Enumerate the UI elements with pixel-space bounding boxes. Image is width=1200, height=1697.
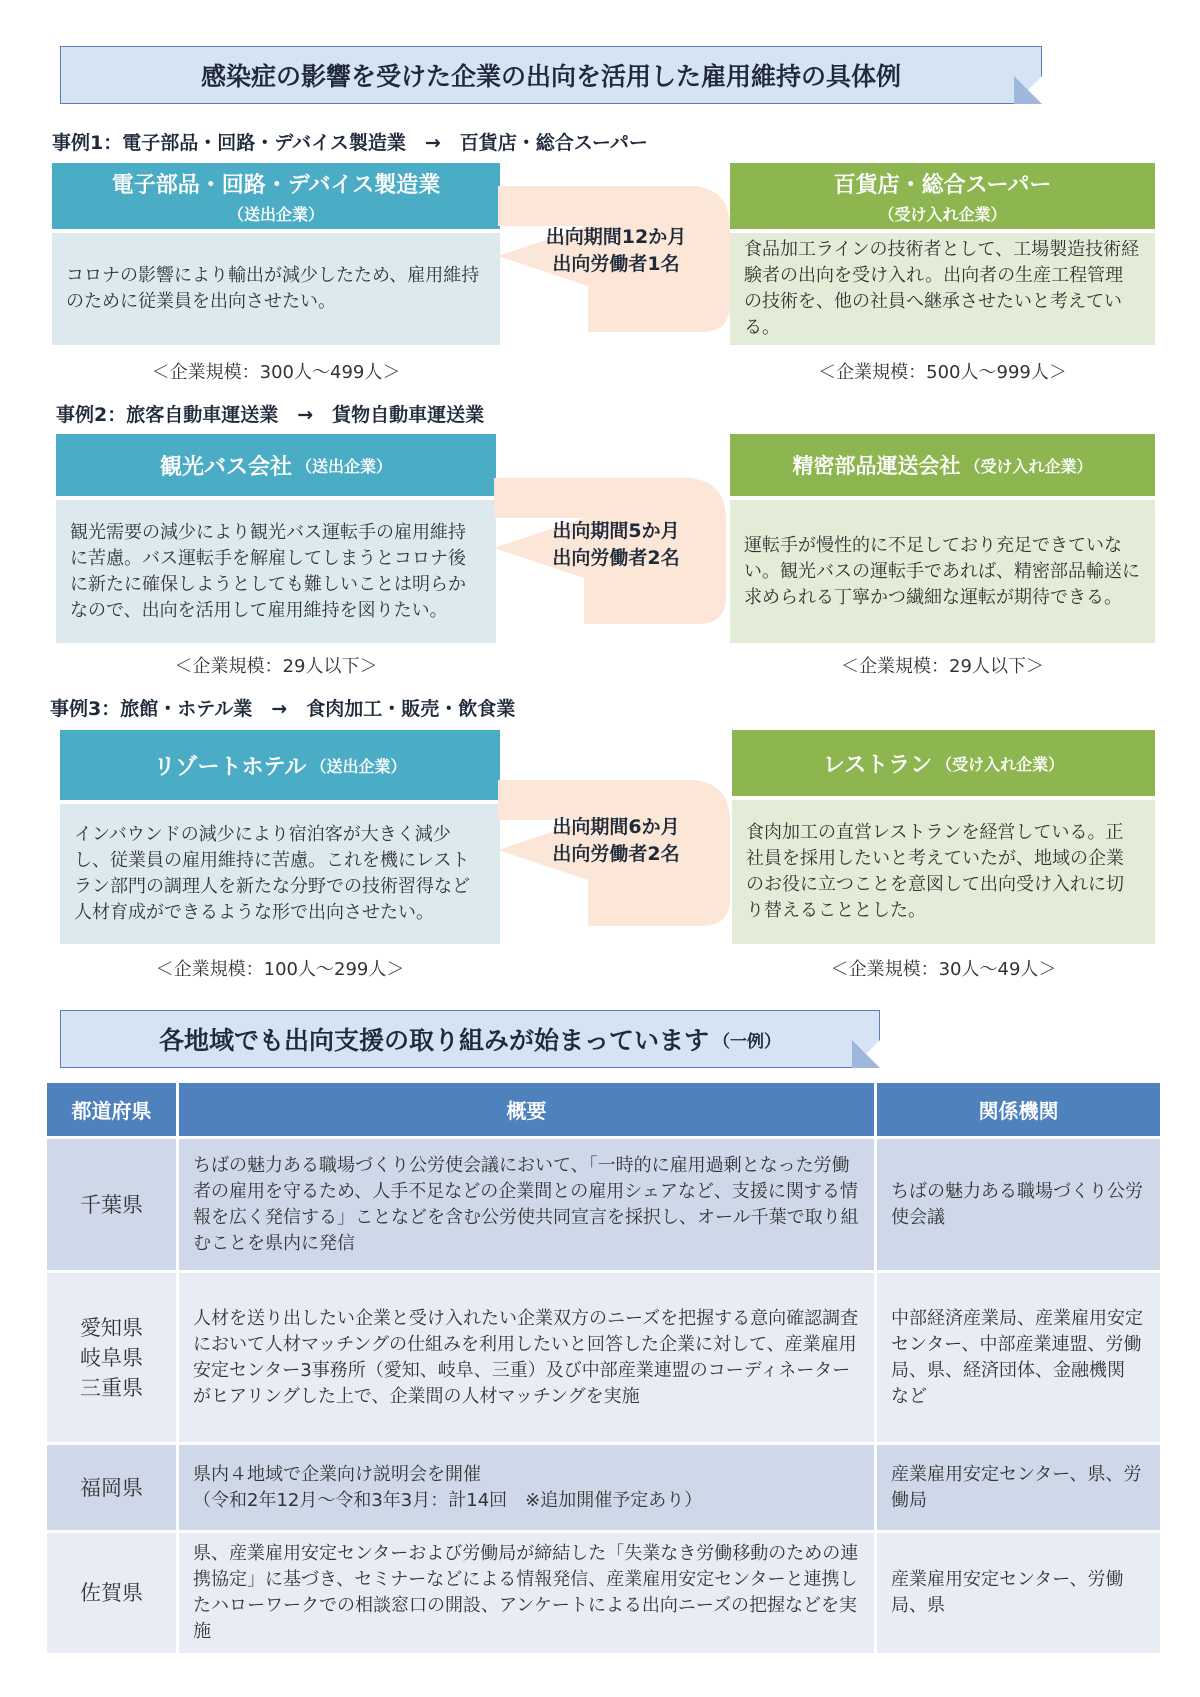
case-3-sender-scale: ＜企業規模：100人～299人＞ (155, 959, 405, 980)
row-organizations: 産業雇用安定センター、労働局、県 (876, 1532, 1162, 1655)
case-1-sender-name: 電子部品・回路・デバイス製造業 (111, 172, 441, 198)
case-2-receiver-role: （受け入れ企業） (964, 456, 1093, 476)
case-1-workers: 出向労働者1名 (552, 253, 680, 275)
row-summary: 県、産業雇用安定センターおよび労働局が締結した「失業なき労働移動のための連携協定」に基づき、セミナーなどによる情報発信、産業雇用安定センターと連携したハローワークでの相談窓口の開設、アンケートによる出向ニーズの把握などを実施 (178, 1532, 876, 1655)
row-organizations: 中部経済産業局、産業雇用安定センター、中部産業連盟、労働局、県、経済団体、金融機関 など (876, 1272, 1162, 1444)
case-3-period-block (516, 814, 716, 868)
header-prefecture: 都道府県 (46, 1082, 178, 1138)
case-3-receiver-role: （受け入れ企業） (936, 754, 1065, 774)
row-summary: 人材を送り出したい企業と受け入れたい企業双方のニーズを把握する意向確認調査において人材マッチングの仕組みを利用したいと回答した企業に対して、産業雇用安定センター3事務所（愛知、岐阜、三重）及び中部産業連盟のコーディネーターがヒアリングした上で、企業間の人材マッチングを実施 (178, 1272, 876, 1444)
case-2-sender-text: 観光需要の減少により観光バス運転手の雇用維持に苦慮。バス運転手を解雇してしまうとコロナ後に新たに確保しようとしても難しいことは明らかなので、出向を活用して雇用維持を図りたい。 (56, 500, 496, 643)
section-banner-regions (60, 1010, 880, 1068)
case-2-period: 出向期間5か月 (552, 520, 680, 542)
regional-support-table (44, 1080, 1163, 1656)
case-1-receiver-scale: ＜企業規模：500人～999人＞ (818, 362, 1067, 383)
banner-fold-icon (852, 1040, 880, 1068)
case-2-title: 事例2：旅客自動車運送業 → 貨物自動車運送業 (56, 404, 485, 426)
case-3-receiver-name: レストラン (822, 752, 933, 778)
case-2-receiver-header (730, 434, 1155, 496)
case-2-sender-role: （送出企業） (296, 456, 393, 476)
row-organizations: 産業雇用安定センター、県、労働局 (876, 1444, 1162, 1532)
header-organizations: 関係機関 (876, 1082, 1162, 1138)
row-summary: ちばの魅力ある職場づくり公労使会議において、「一時的に雇用過剰となった労働者の雇用を守るため、人手不足などの企業間との雇用シェアなど、支援に関する情報を広く発信する」ことなどを含む公労使共同宣言を採択し、オール千葉で取り組むことを県内に発信 (178, 1138, 876, 1272)
header-summary: 概要 (178, 1082, 876, 1138)
table-row (46, 1444, 1162, 1532)
table-header-row (46, 1082, 1162, 1138)
case-1-receiver-name: 百貨店・総合スーパー (833, 172, 1052, 198)
case-1-period: 出向期間12か月 (545, 226, 687, 248)
case-3-receiver-header (732, 730, 1155, 796)
table-row (46, 1272, 1162, 1444)
case-2-sender-header (56, 434, 496, 496)
case-2-sender-name: 観光バス会社 (159, 454, 292, 480)
case-3-sender-header (60, 730, 500, 800)
case-1-sender-header (52, 163, 500, 229)
section-title-cases: 感染症の影響を受けた企業の出向を活用した雇用維持の具体例 (200, 62, 901, 91)
row-prefecture: 千葉県 (46, 1138, 178, 1272)
row-prefecture: 福岡県 (46, 1444, 178, 1532)
case-1-period-block (516, 224, 716, 278)
case-3-sender-role: （送出企業） (310, 756, 407, 776)
case-1-receiver-header (730, 163, 1155, 229)
case-2-receiver-text: 運転手が慢性的に不足しており充足できていない。観光バスの運転手であれば、精密部品輸送に求められる丁寧かつ繊細な運転が期待できる。 (730, 500, 1155, 643)
section-title-suffix: （一例） (713, 1031, 781, 1052)
case-1-title: 事例1：電子部品・回路・デバイス製造業 → 百貨店・総合スーパー (52, 132, 648, 154)
case-2-workers: 出向労働者2名 (552, 547, 680, 569)
case-3-sender-name: リゾートホテル (153, 754, 307, 780)
case-1-sender-text: コロナの影響により輸出が減少したため、雇用維持のために従業員を出向させたい。 (52, 233, 500, 345)
case-3-receiver-scale: ＜企業規模：30人～49人＞ (830, 959, 1057, 980)
case-3-title: 事例3：旅館・ホテル業 → 食肉加工・販売・飲食業 (50, 698, 516, 720)
case-2-receiver-name: 精密部品運送会社 (792, 454, 961, 478)
case-1-sender-role: （送出企業） (227, 204, 324, 224)
case-3-period: 出向期間6か月 (552, 816, 680, 838)
section-banner-cases (60, 46, 1042, 104)
case-1-sender-scale: ＜企業規模：300人～499人＞ (151, 362, 401, 383)
case-1-receiver-text: 食品加工ラインの技術者として、工場製造技術経験者の出向を受け入れ。出向者の生産工程管理の技術を、他の社員へ継承させたいと考えている。 (730, 233, 1155, 345)
row-summary: 県内４地域で企業向け説明会を開催 （令和2年12月～令和3年3月：計14回 ※追加開催予定あり） (178, 1444, 876, 1532)
row-organizations: ちばの魅力ある職場づくり公労使会議 (876, 1138, 1162, 1272)
banner-fold-icon (1014, 76, 1042, 104)
row-prefecture: 佐賀県 (46, 1532, 178, 1655)
case-1-receiver-role: （受け入れ企業） (878, 204, 1007, 224)
row-prefecture: 愛知県 岐阜県 三重県 (46, 1272, 178, 1444)
case-3-sender-text: インバウンドの減少により宿泊客が大きく減少し、従業員の雇用維持に苦慮。これを機にレストラン部門の調理人を新たな分野での技術習得など人材育成ができるような形で出向させたい。 (60, 804, 500, 944)
case-2-period-block (516, 518, 716, 572)
case-3-workers: 出向労働者2名 (552, 843, 680, 865)
case-3-receiver-text: 食肉加工の直営レストランを経営している。正社員を採用したいと考えていたが、地域の企業のお役に立つことを意図して出向受け入れに切り替えることとした。 (732, 800, 1155, 944)
section-title-regions: 各地域でも出向支援の取り組みが始まっています (158, 1026, 709, 1055)
case-2-receiver-scale: ＜企業規模：29人以下＞ (841, 656, 1044, 677)
case-2-sender-scale: ＜企業規模：29人以下＞ (174, 656, 378, 677)
table-row (46, 1532, 1162, 1655)
table-row (46, 1138, 1162, 1272)
